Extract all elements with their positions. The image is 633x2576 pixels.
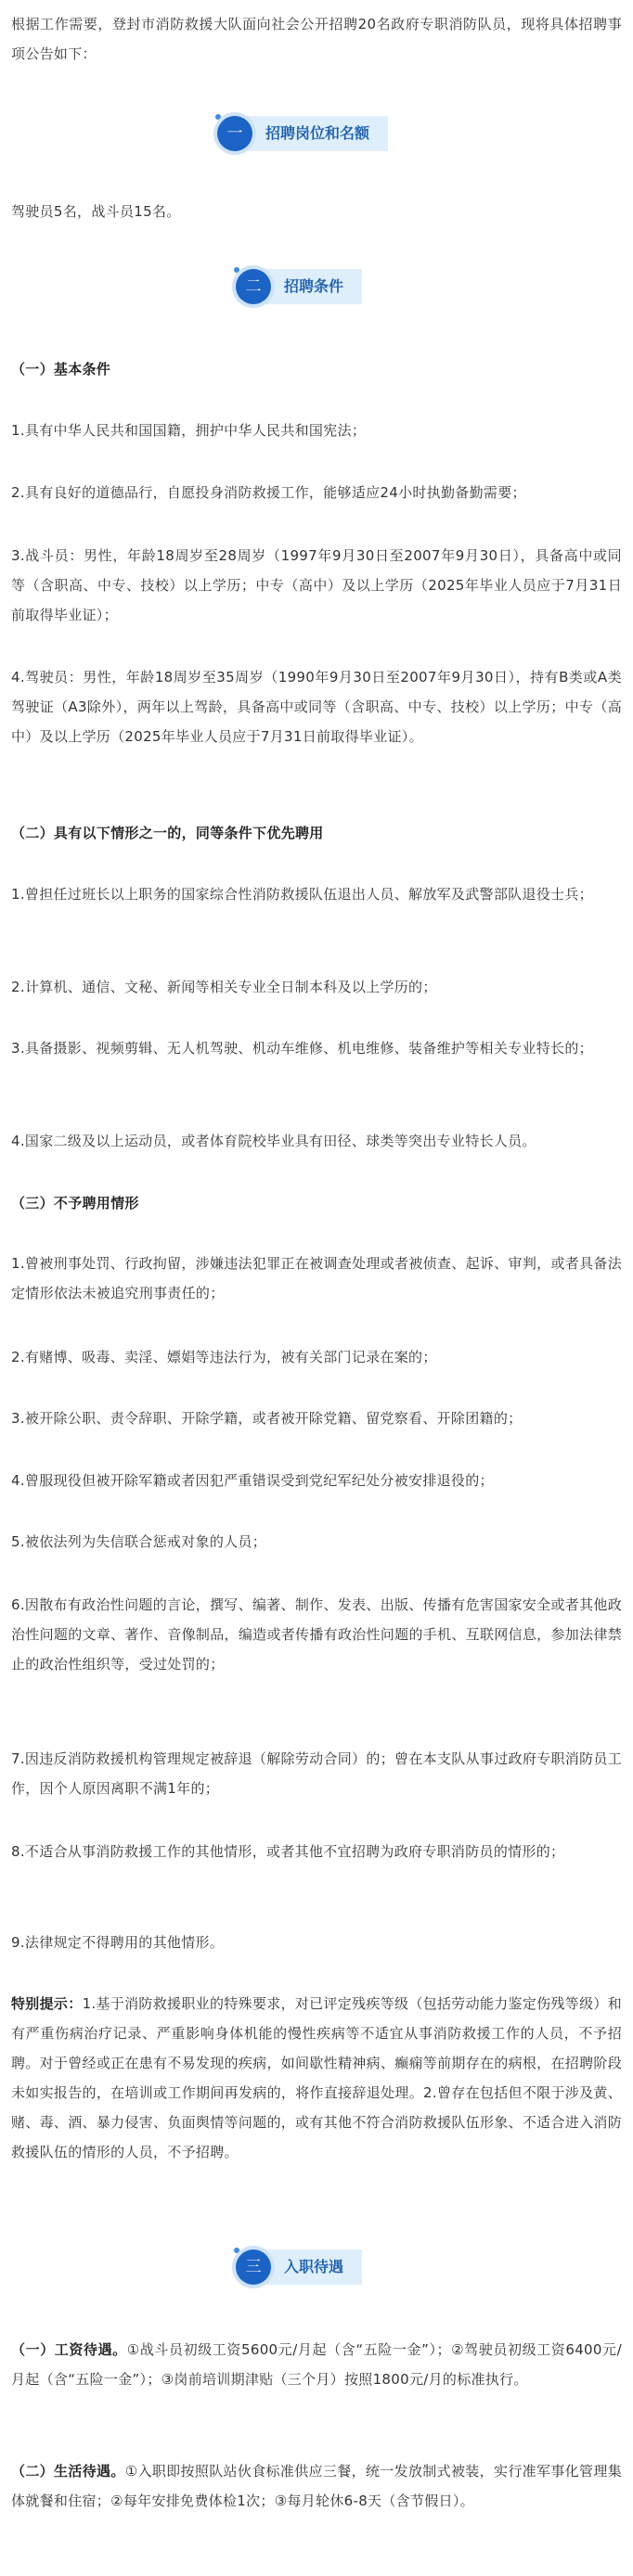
salary-text: ①战斗员初级工资5600元/月起（含“五险一金”）；②驾驶员初级工资6400元/月起（含“五险一金”）；③岗前培训期津贴（三个月）按照1800元/月的标准执行。	[11, 2341, 622, 2388]
decoration-dot-icon	[234, 2248, 239, 2253]
section-badge-positions	[217, 116, 388, 151]
list-item: 8.不适合从事消防救援工作的其他情形，或者其他不宜招聘为政府专职消防员的情形的；	[11, 1843, 565, 1860]
exclude-item-2	[11, 1342, 622, 1372]
exclude-item-4	[11, 1466, 622, 1495]
priority-item-2	[11, 972, 622, 1002]
list-item: 6.因散布有政治性问题的言论，撰写、编著、制作、发表、出版、传播有危害国家安全或者其他政治性问题的文章、著作、音像制品，编造或者传播有政治性问题的手机、互联网信息，参加法律禁止的政治性组织等，受过处罚的；	[11, 1596, 622, 1672]
special-notice-paragraph	[11, 1989, 622, 2167]
exclude-item-5	[11, 1527, 622, 1557]
life-label: （二）生活待遇。	[11, 2463, 125, 2480]
list-item: 1.曾被刑事处罚、行政拘留，涉嫌违法犯罪正在被调查处理或者被侦查、起诉、审判，或者具备法定情形依法未被追究刑事责任的；	[11, 1255, 622, 1301]
salary-text-block	[11, 2335, 622, 2394]
list-item: 3.具备摄影、视频剪辑、无人机驾驶、机动车维修、机电维修、装备维护等相关专业特长的；	[11, 1040, 593, 1057]
intro-text: 根据工作需要，登封市消防救援大队面向社会公开招聘20名政府专职消防队员，现将具体招聘事项公告如下：	[11, 16, 622, 62]
section-title: 招聘岗位和名额	[241, 116, 388, 151]
list-item: 3.被开除公职、责令辞职、开除学籍，或者被开除党籍、留党察看、开除团籍的；	[11, 1410, 523, 1427]
list-item: 7.因违反消防救援机构管理规定被辞退（解除劳动合同）的；曾在本支队从事过政府专职消防员工作，因个人原因离职不满1年的；	[11, 1750, 622, 1797]
subsection-heading: （三）不予聘用情形	[11, 1195, 139, 1211]
decoration-dot-icon	[234, 267, 239, 273]
list-item: 1.曾担任过班长以上职务的国家综合性消防救援队伍退出人员、解放军及武警部队退役士兵；	[11, 886, 593, 903]
list-item: 4.曾服现役但被开除军籍或者因犯严重错误受到党纪军纪处分被安排退役的；	[11, 1472, 494, 1489]
exclude-item-3	[11, 1403, 622, 1433]
exclude-item-9	[11, 1928, 622, 1957]
priority-heading	[11, 818, 622, 848]
basic-item-3	[11, 541, 622, 630]
priority-item-1	[11, 879, 622, 909]
life-paragraph	[11, 2456, 622, 2516]
list-item: 2.计算机、通信、文秘、新闻等相关专业全日制本科及以上学历的；	[11, 979, 437, 995]
intro-paragraph	[11, 9, 622, 69]
positions-paragraph	[11, 197, 622, 226]
section-badge-conditions	[236, 269, 362, 304]
subsection-heading: （一）基本条件	[11, 361, 111, 378]
exclude-item-7	[11, 1744, 622, 1803]
basic-item-2	[11, 478, 622, 507]
exclude-item-8	[11, 1837, 622, 1866]
salary-label: （一）工资待遇。	[11, 2341, 127, 2358]
priority-item-3	[11, 1033, 622, 1063]
life-text-block	[11, 2456, 622, 2516]
list-item: 5.被依法列为失信联合惩戒对象的人员；	[11, 1533, 267, 1550]
life-text: ①入职即按照队站伙食标准供应三餐，统一发放制式被装，实行准军事化管理集体就餐和住宿；②每年安排免费体检1次；③每月轮休6-8天（含节假日）。	[11, 2463, 622, 2509]
list-item: 4.驾驶员：男性，年龄18周岁至35周岁（1990年9月30日至2007年9月30日），持有B类或A类驾驶证（A3除外），两年以上驾龄，具备高中或同等（含职高、中专、技校）以上学历；中专（高中）及以上学历（2025年毕业人员应于7月31日前取得毕业证）。	[11, 669, 622, 745]
basic-conditions-heading	[11, 354, 622, 384]
positions-text: 驾驶员5名，战斗员15名。	[11, 203, 181, 220]
basic-item-1	[11, 416, 622, 445]
section-number: 一	[217, 116, 252, 151]
list-item: 2.有赌博、吸毒、卖淫、嫖娼等违法行为，被有关部门记录在案的；	[11, 1349, 437, 1365]
exclude-item-1	[11, 1249, 622, 1308]
basic-item-4	[11, 662, 622, 751]
section-title: 招聘条件	[260, 269, 362, 304]
subsection-heading: （二）具有以下情形之一的，同等条件下优先聘用	[11, 825, 324, 841]
list-item: 2.具有良好的道德品行，自愿投身消防救援工作，能够适应24小时执勤备勤需要；	[11, 484, 526, 501]
list-item: 1.具有中华人民共和国国籍，拥护中华人民共和国宪法；	[11, 422, 367, 439]
special-notice	[11, 1989, 622, 2167]
special-notice-text: 1.基于消防救援职业的特殊要求，对已评定残疾等级（包括劳动能力鉴定伤残等级）和有严重伤病治疗记录、严重影响身体机能的慢性疾病等不适宜从事消防救援工作的人员，不予招聘。对于曾经或正在患有不易发现的疾病，如间歇性精神病、癫痫等前期存在的病根，在招聘阶段未如实报告的，在培训或工作期间再发病的，将作直接辞退处理。2.曾存在包括但不限于涉及黄、赌、毒、酒、暴力侵害、负面舆情等问题的，或有其他不符合消防救援队伍形象、不适合进入消防救援队伍的情形的人员，不予招聘。	[11, 1995, 622, 2160]
section-badge-benefits	[236, 2249, 362, 2285]
list-item: 4.国家二级及以上运动员，或者体育院校毕业具有田径、球类等突出专业特长人员。	[11, 1133, 536, 1149]
decoration-dot-icon	[215, 114, 221, 120]
section-number: 三	[236, 2249, 271, 2285]
special-notice-label: 特别提示：	[11, 1995, 83, 2012]
salary-paragraph	[11, 2335, 622, 2394]
section-title: 入职待遇	[260, 2249, 362, 2285]
priority-item-4	[11, 1126, 622, 1156]
exclude-item-6	[11, 1590, 622, 1679]
section-number: 二	[236, 269, 271, 304]
list-item: 3.战斗员：男性，年龄18周岁至28周岁（1997年9月30日至2007年9月30日），具备高中或同等（含职高、中专、技校）以上学历；中专（高中）及以上学历（2025年毕业人员应于7月31日前取得毕业证）；	[11, 547, 622, 623]
list-item: 9.法律规定不得聘用的其他情形。	[11, 1934, 225, 1951]
exclude-heading	[11, 1188, 622, 1218]
